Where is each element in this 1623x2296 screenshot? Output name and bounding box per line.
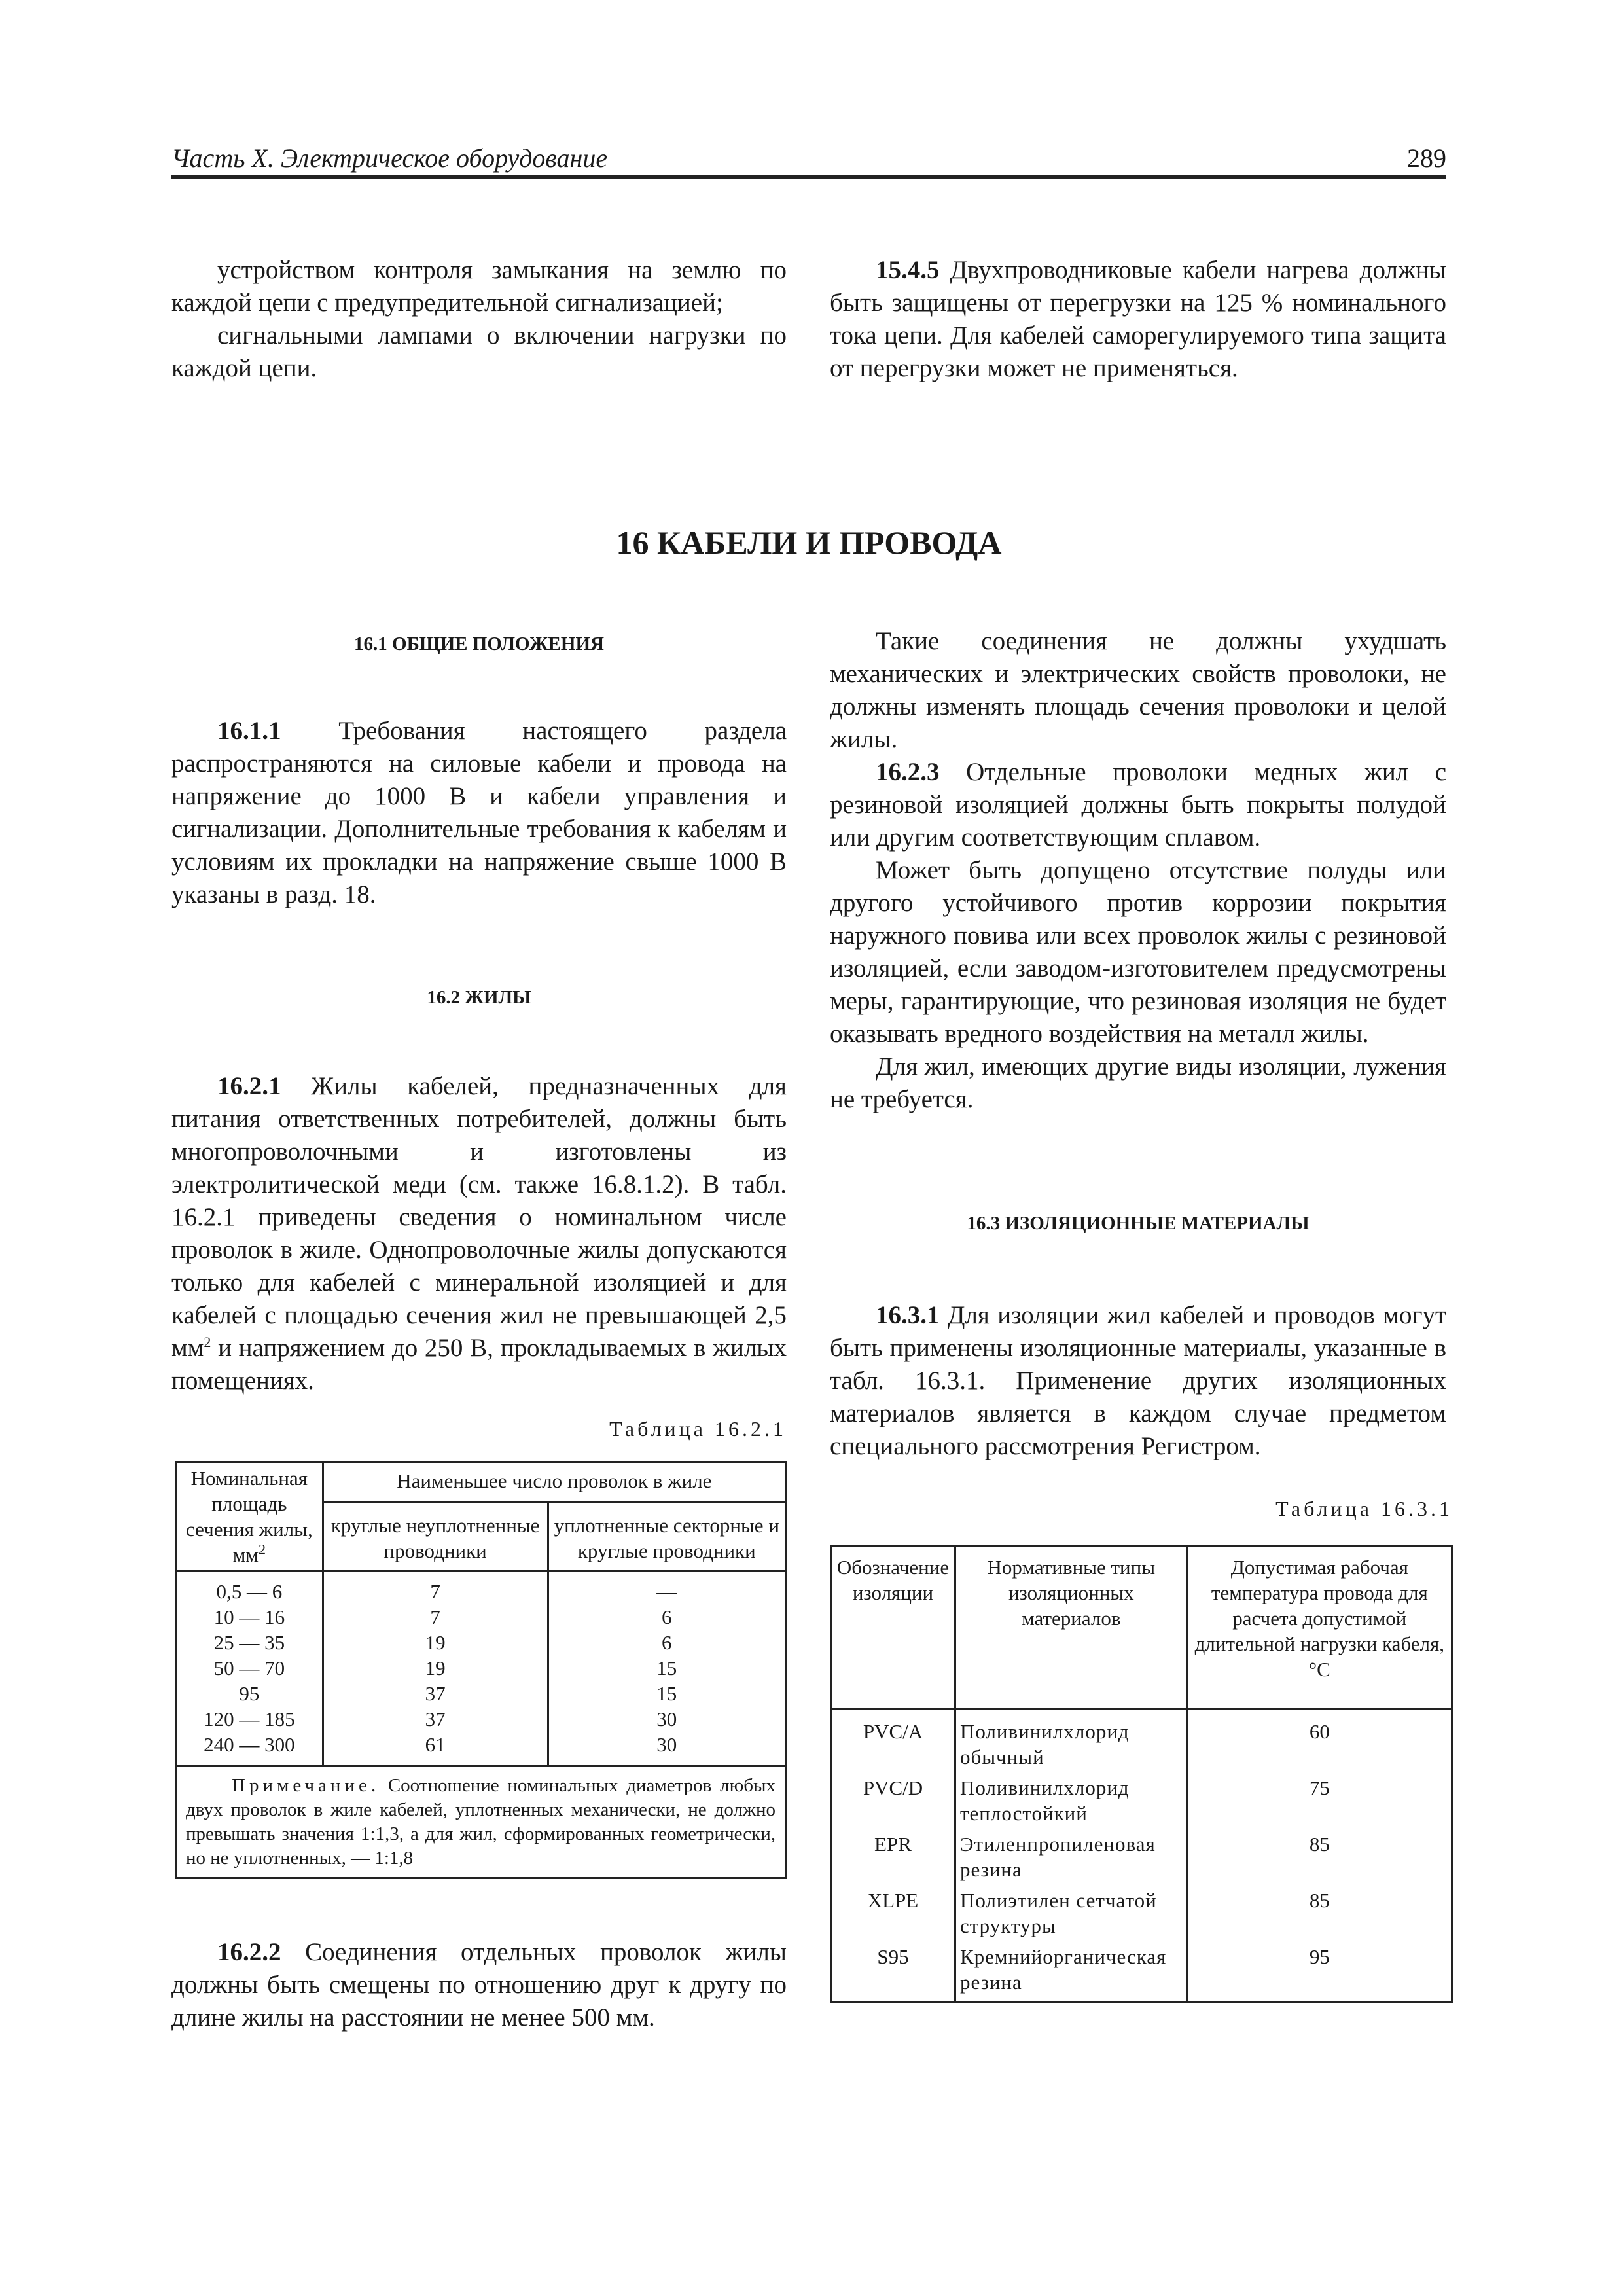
clause-text: Соединения отдельных проволок жилы должны быть смещены по отношению друг к другу по длине жилы на расстоянии не менее 500 мм.: [171, 1938, 787, 2032]
col-header-compacted: уплотненные секторные и круглые проводники: [548, 1502, 785, 1571]
paragraph: Для жил, имеющих другие виды изоляции, лужения не требуется.: [830, 1052, 1446, 1113]
clause-text: Для изоляции жил кабелей и проводов могут быть применены изоляционные материалы, указанные в табл. 16.3.1. Применение других изоляционных материалов является в каждом случае предметом специального рассмотрения Регистром.: [830, 1301, 1446, 1460]
table-row: [831, 1772, 1452, 1829]
table-row: [831, 1709, 1452, 1773]
table-cell: 19: [425, 1657, 446, 1679]
table-16-2-1: [175, 1461, 787, 1879]
table-cell: 15: [656, 1657, 677, 1679]
table-cell: 61: [425, 1733, 446, 1756]
table-16-3-1: [830, 1545, 1453, 2003]
subsection-16-2-title: 16.2 ЖИЛЫ: [427, 987, 531, 1008]
table-cell: 85: [1187, 1885, 1452, 1941]
subsection-16-3-title: 16.3 ИЗОЛЯЦИОННЫЕ МАТЕРИАЛЫ: [967, 1213, 1310, 1234]
col-header-material: Нормативные типы изоляционных материалов: [955, 1546, 1187, 1709]
clause-number: 16.3.1: [876, 1301, 940, 1329]
table-row: [831, 1941, 1452, 2003]
paragraph-16-3-1: [830, 1299, 1446, 1463]
table-cell: 85: [1187, 1829, 1452, 1885]
table-cell: 60: [1187, 1709, 1452, 1773]
table-cell: 15: [656, 1682, 677, 1705]
subsection-16-1-title: 16.1 ОБЩИЕ ПОЛОЖЕНИЯ: [354, 634, 604, 655]
paragraph: устройством контроля замыкания на землю по каждой цепи с предупредительной сигнализацией;: [171, 256, 787, 317]
table-cell: 19: [425, 1631, 446, 1654]
table-cell: S95: [831, 1941, 955, 2003]
paragraph-16-2-2: [171, 1936, 787, 2034]
table-cell: Кремнийорганическая резина: [955, 1941, 1187, 2003]
table-cell: 37: [425, 1708, 446, 1731]
table-cell: EPR: [831, 1829, 955, 1885]
note-label: Примечание.: [232, 1775, 380, 1796]
clause-text: Отдельные проволоки медных жил с резиновой изоляцией должны быть покрыты полудой или другим соответствующим сплавом.: [830, 758, 1447, 852]
header-rule: [171, 175, 1446, 179]
clause-number: 16.2.1: [217, 1072, 281, 1100]
clause-number: 16.2.2: [217, 1938, 281, 1966]
compacted-values: [548, 1571, 785, 1767]
col-header-round: круглые неуплотненные проводники: [323, 1502, 548, 1571]
note-text: Соотношение номинальных диаметров любых двух проволок в жиле кабелей, уплотненных механически, не должно превышать значения 1:1,3, а для жил, сформированных геометрически, но не уплотненных, — 1:1,8: [186, 1775, 776, 1869]
table-cell: —: [656, 1580, 677, 1603]
table-cell: Поливинилхлорид теплостойкий: [955, 1772, 1187, 1829]
col-header-code: Обозначение изоляции: [831, 1546, 955, 1709]
right-column-text: [830, 625, 1446, 1116]
superscript: 2: [204, 1334, 211, 1350]
table-cell: 6: [662, 1605, 672, 1628]
table-cell: PVC/D: [831, 1772, 955, 1829]
clause-number: 15.4.5: [876, 256, 940, 284]
table-cell: 7: [430, 1605, 440, 1628]
clause-text: Требования настоящего раздела распространяются на силовые кабели и провода на напряжение до 1000 В и кабели управления и сигнализации. Дополнительные требования к кабелям и условиям их прокладки на напряжение свыше 1000 В указаны в разд. 18.: [171, 717, 787, 908]
paragraph-16-2-3: [830, 756, 1446, 854]
round-values: [323, 1571, 548, 1767]
clause-number: 16.1.1: [217, 717, 281, 745]
table-cell: Полиэтилен сетчатой структуры: [955, 1885, 1187, 1941]
table-cell: 50 — 70: [213, 1657, 285, 1679]
section-title: 16 КАБЕЛИ И ПРОВОДА: [616, 524, 1002, 561]
table-row: [831, 1829, 1452, 1885]
paragraph: Такие соединения не должны ухудшать механических и электрических свойств проволоки, не должны изменять площадь сечения проволоки и целой жилы.: [830, 627, 1446, 753]
table-body: [176, 1571, 786, 1767]
table-cell: 120 — 185: [204, 1708, 295, 1731]
clause-number: 16.2.3: [876, 758, 940, 786]
table-cell: 240 — 300: [204, 1733, 295, 1756]
table-row: [831, 1885, 1452, 1941]
table-16-3-1-caption: Таблица 16.3.1: [1275, 1497, 1453, 1520]
paragraph: Может быть допущено отсутствие полуды или другого устойчивого против коррозии покрытия наружного повива или всех проволок жилы с резиновой изоляцией, если заводом-изготовителем предусмотрены меры, гарантирующие, что резиновая изоляция не будет оказывать вредного воздействия на металл жилы.: [830, 856, 1446, 1048]
col-header-area: Номинальная площадь сечения жилы, $мм^2$: [176, 1462, 323, 1571]
clause-text: и напряжением до 250 В, прокладываемых в жилых помещениях.: [171, 1334, 787, 1395]
table-cell: 30: [656, 1733, 677, 1756]
area-values: [176, 1571, 323, 1767]
table-cell: 25 — 35: [213, 1631, 285, 1654]
table-cell: 30: [656, 1708, 677, 1731]
top-left-text: [171, 254, 787, 385]
paragraph-15-4-5: [830, 254, 1446, 385]
table-cell: XLPE: [831, 1885, 955, 1941]
table-cell: 10 — 16: [213, 1605, 285, 1628]
table-cell: 95: [239, 1682, 260, 1705]
table-cell: 6: [662, 1631, 672, 1654]
paragraph-16-2-1: [171, 1070, 787, 1397]
running-header: Часть X. Электрическое оборудование: [171, 143, 608, 173]
clause-text: Двухпроводниковые кабели нагрева должны быть защищены от перегрузки на 125 % номинального тока цепи. Для кабелей саморегулируемого типа защита от перегрузки может не применяться.: [830, 256, 1446, 382]
table-cell: 37: [425, 1682, 446, 1705]
table-cell: 7: [430, 1580, 440, 1603]
table-cell: 0,5 — 6: [216, 1580, 283, 1603]
top-right-text: [830, 254, 1446, 385]
table-cell: PVC/A: [831, 1709, 955, 1773]
table-16-2-1-caption: Таблица 16.2.1: [609, 1417, 787, 1441]
table-cell: 95: [1187, 1941, 1452, 2003]
clause-text: Жилы кабелей, предназначенных для питания ответственных потребителей, должны быть многопроволочными и изготовлены из электролитической меди (см. также 16.8.1.2). В табл. 16.2.1 приведены сведения о номинальном числе проволок в жиле. Однопроволочные жилы допускаются только для кабелей с минеральной изоляцией и для кабелей с площадью сечения жил не превышающей 2,5 мм: [171, 1072, 787, 1362]
group-header: Наименьшее число проволок в жиле: [323, 1462, 785, 1503]
page-number: 289: [1407, 143, 1446, 173]
table-cell: Поливинилхлорид обычный: [955, 1709, 1187, 1773]
paragraph: сигнальными лампами о включении нагрузки по каждой цепи.: [171, 321, 787, 382]
table-note: [176, 1767, 786, 1878]
paragraph-16-1-1: [171, 715, 787, 911]
table-cell: 75: [1187, 1772, 1452, 1829]
col-header-temperature: Допустимая рабочая температура провода для расчета допустимой длительной нагрузки кабеля, °C: [1187, 1546, 1452, 1709]
table-cell: Этиленпропиленовая резина: [955, 1829, 1187, 1885]
